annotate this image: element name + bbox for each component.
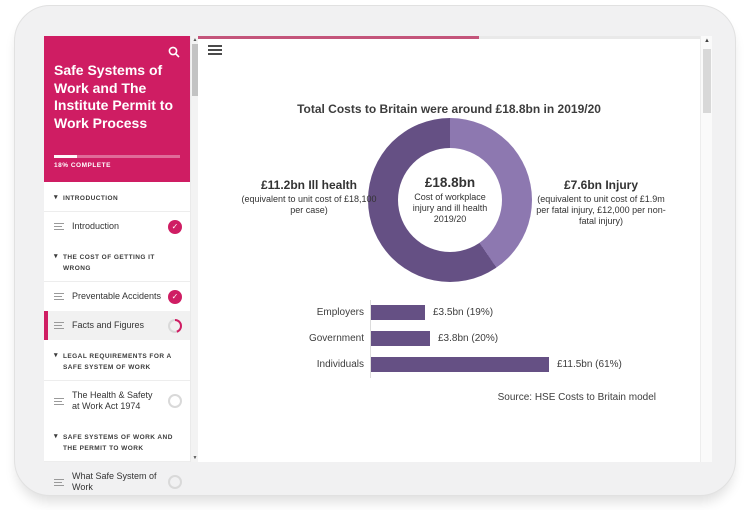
source-note: Source: HSE Costs to Britain model	[497, 392, 656, 403]
bar-value-label: £3.8bn (20%)	[438, 333, 499, 344]
sidebar-item-introduction[interactable]	[44, 212, 190, 241]
section-heading-safe-systems-of-work[interactable]	[44, 421, 190, 462]
sidebar-scrollbar[interactable]	[190, 36, 198, 462]
scroll-up-icon[interactable]: ▲	[704, 38, 710, 44]
sidebar-item-health-safety-act[interactable]	[44, 381, 190, 421]
donut-center-caption: Cost of workplace injury and ill health 2019/20	[412, 192, 488, 224]
scroll-down-icon[interactable]: ▼	[192, 455, 198, 461]
donut-chart	[368, 118, 532, 282]
sidebar-header	[44, 36, 190, 182]
lesson-content	[198, 36, 712, 462]
in-progress-icon	[168, 319, 182, 333]
section-heading-label: INTRODUCTION	[62, 195, 119, 202]
bar-individuals	[371, 357, 549, 372]
bar-category-label: Individuals	[316, 359, 364, 370]
lesson-lines-icon	[54, 477, 64, 488]
course-progress-label: 18% COMPLETE	[54, 162, 111, 169]
bar-employers	[371, 305, 425, 320]
lesson-lines-icon	[54, 320, 64, 331]
donut-center-label	[398, 148, 502, 252]
lesson-label: Facts and Figures	[72, 320, 145, 330]
lesson-label: Preventable Accidents	[72, 291, 162, 301]
section-heading-legal-requirements[interactable]	[44, 340, 190, 381]
tablet-frame	[14, 5, 736, 496]
bar-category-label: Government	[308, 333, 364, 344]
course-player-screen	[44, 36, 712, 492]
scroll-up-icon[interactable]: ▲	[192, 37, 198, 43]
lesson-progress-bar	[198, 36, 700, 39]
chevron-down-icon: ▾	[54, 253, 58, 260]
bar-row	[371, 331, 498, 346]
bar-row	[371, 305, 493, 320]
chevron-down-icon: ▾	[54, 194, 58, 201]
course-progress-bar	[54, 155, 180, 158]
chart-title: Total Costs to Britain were around £18.8bn in 2019/20	[297, 102, 601, 116]
complete-check-icon: ✓	[168, 220, 182, 234]
sidebar-item-facts-and-figures[interactable]	[44, 311, 190, 340]
sidebar-item-preventable-accidents[interactable]	[44, 282, 190, 311]
chevron-down-icon: ▾	[54, 433, 58, 440]
annotation-title: £7.6bn Injury	[563, 178, 639, 192]
content-scrollbar-thumb[interactable]	[703, 49, 711, 113]
section-heading-label: LEGAL REQUIREMENTS FOR A SAFE SYSTEM OF WORK	[62, 353, 172, 371]
sidebar	[44, 36, 198, 492]
lesson-progress-fill	[198, 36, 479, 39]
bar-value-label: £11.5bn (61%)	[557, 359, 622, 370]
bar-government	[371, 331, 430, 346]
section-heading-introduction[interactable]	[44, 182, 190, 212]
section-heading-label: THE COST OF GETTING IT WRONG	[62, 254, 155, 272]
chevron-down-icon: ▾	[54, 352, 58, 359]
bar-category-label: Employers	[316, 307, 364, 318]
annotation-ill-health	[238, 178, 380, 216]
complete-check-icon: ✓	[168, 290, 182, 304]
course-title: Safe Systems of Work and The Institute Permit to Work Process	[54, 62, 174, 131]
sidebar-item-what-safe-system-of-work[interactable]	[44, 462, 190, 502]
annotation-caption: (equivalent to unit cost of £1.9m per fatal injury, £12,000 per non-fatal injury)	[536, 194, 666, 226]
bar-row	[371, 357, 622, 372]
annotation-injury	[530, 178, 672, 227]
course-progress-fill	[54, 155, 77, 158]
annotation-title: £11.2bn Ill health	[260, 178, 358, 192]
menu-button[interactable]	[208, 45, 222, 57]
lesson-label: The Health & Safety at Work Act 1974	[72, 390, 153, 411]
section-heading-cost-of-getting-it-wrong[interactable]	[44, 241, 190, 282]
lesson-lines-icon	[54, 221, 64, 232]
search-icon[interactable]	[167, 45, 181, 59]
bar-value-label: £3.5bn (19%)	[433, 307, 494, 318]
lesson-lines-icon	[54, 291, 64, 302]
hamburger-icon	[208, 45, 222, 55]
incomplete-circle-icon	[168, 394, 182, 408]
sidebar-nav	[44, 182, 190, 502]
incomplete-circle-icon	[168, 475, 182, 489]
lesson-label: What Safe System of Work	[72, 471, 157, 492]
annotation-caption: (equivalent to unit cost of £18,100 per case)	[241, 194, 377, 215]
donut-center-value: £18.8bn	[424, 175, 476, 190]
lesson-lines-icon	[54, 396, 64, 407]
content-scrollbar[interactable]	[700, 36, 712, 462]
section-heading-label: SAFE SYSTEMS OF WORK AND THE PERMIT TO WORK	[62, 434, 173, 452]
lesson-label: Introduction	[72, 221, 120, 231]
